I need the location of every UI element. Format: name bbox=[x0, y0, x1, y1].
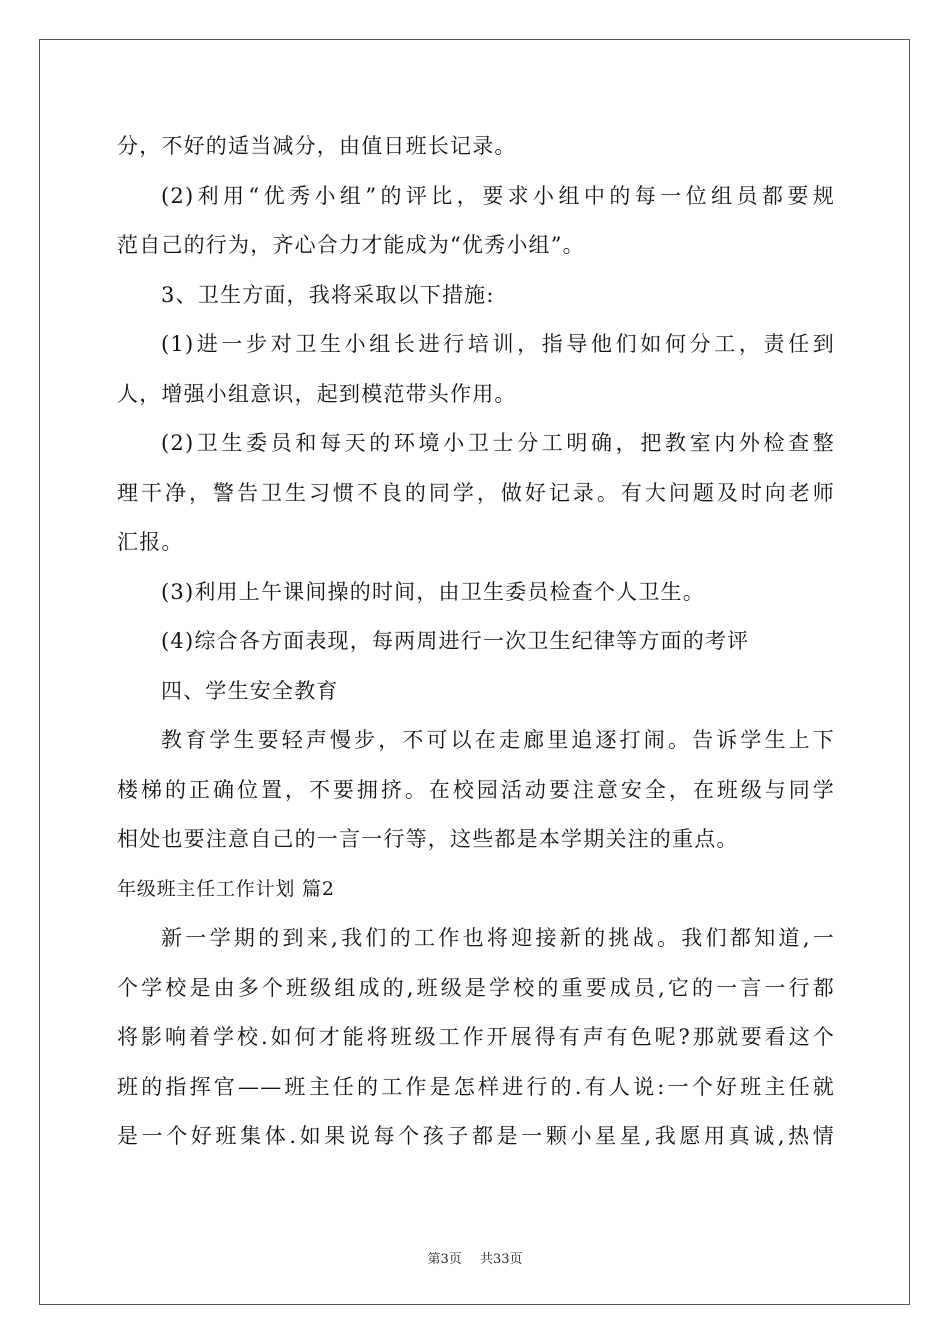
text-line: 3、卫生方面，我将采取以下措施: bbox=[161, 282, 495, 307]
text-line: (2)利用“优秀小组”的评比，要求小组中的每一位组员都要规 bbox=[161, 183, 835, 208]
section-heading: 年级班主任工作计划 篇2 bbox=[117, 877, 335, 900]
text-line: 范自己的行为，齐心合力才能成为“优秀小组”。 bbox=[117, 233, 585, 257]
page-footer bbox=[0, 1248, 950, 1267]
text-line: 将影响着学校.如何才能将班级工作开展得有声有色呢?那就要看这个 bbox=[117, 1025, 835, 1049]
text-line: 楼梯的正确位置，不要拥挤。在校园活动要注意安全，在班级与同学 bbox=[117, 777, 835, 802]
text-line: 理干净，警告卫生习惯不良的同学，做好记录。有大问题及时向老师 bbox=[117, 480, 835, 505]
text-line: 分，不好的适当减分，由值日班长记录。 bbox=[117, 134, 517, 158]
text-line: 汇报。 bbox=[117, 530, 184, 554]
text-line: (2)卫生委员和每天的环境小卫士分工明确，把教室内外检查整 bbox=[161, 431, 835, 455]
text-line: 人，增强小组意识，起到模范带头作用。 bbox=[117, 381, 517, 406]
text-line: (3)利用上午课间操的时间，由卫生委员检查个人卫生。 bbox=[161, 579, 705, 604]
text-line: 四、学生安全教育 bbox=[161, 678, 339, 703]
text-line: 教育学生要轻声慢步，不可以在走廊里追逐打闹。告诉学生上下 bbox=[161, 728, 835, 752]
page-number: 第3页 bbox=[427, 1252, 462, 1267]
text-line: 新一学期的到来,我们的工作也将迎接新的挑战。我们都知道,一 bbox=[161, 926, 835, 950]
text-line: (4)综合各方面表现，每两周进行一次卫生纪律等方面的考评 bbox=[161, 629, 750, 653]
text-line: 班的指挥官——班主任的工作是怎样进行的.有人说:一个好班主任就 bbox=[117, 1074, 835, 1099]
text-line: 个学校是由多个班级组成的,班级是学校的重要成员,它的一言一行都 bbox=[117, 975, 835, 1000]
text-line: 是一个好班集体.如果说每个孩子都是一颗小星星,我愿用真诚,热情 bbox=[117, 1124, 835, 1148]
document-body bbox=[117, 122, 835, 1162]
text-line: (1)进一步对卫生小组长进行培训，指导他们如何分工，责任到 bbox=[161, 332, 835, 356]
text-line: 相处也要注意自己的一言一行等，这些都是本学期关注的重点。 bbox=[117, 827, 739, 851]
page-total: 共33页 bbox=[479, 1252, 523, 1267]
